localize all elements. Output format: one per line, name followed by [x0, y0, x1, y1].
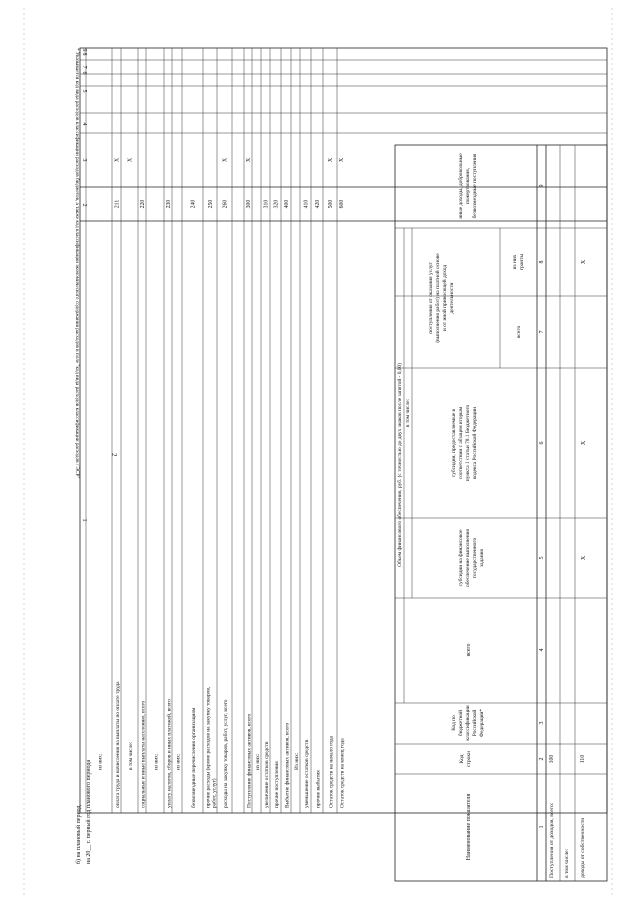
- t1-row-code: 250: [208, 199, 214, 209]
- t2-header-other: [457, 153, 478, 219]
- t2-row-name: доходы от собственности: [580, 817, 586, 878]
- t1-row-code: 320: [273, 199, 280, 209]
- t2-header-other-line: иные доходы, добровольные: [458, 153, 464, 219]
- t1-row-name: [128, 741, 134, 770]
- t2-header-paid-line: деятельности: [449, 282, 455, 314]
- t1-col-number: 1: [81, 518, 87, 522]
- t1-row-code: 220: [140, 199, 146, 209]
- t2-col-number: 6: [539, 441, 545, 445]
- t2-col-number: 1: [539, 825, 545, 829]
- t2-header-budget-code-line: Федерации*: [479, 708, 485, 738]
- t2-header-paid: [428, 253, 455, 343]
- t2-header-other-line: пожертвования,: [465, 167, 471, 205]
- t2-header-grants-line: гранты: [519, 253, 525, 271]
- t2-col-number: 4: [539, 648, 545, 652]
- t2-header-subsidy-other-line: кодекса Российской Федерации: [472, 406, 478, 480]
- t1-col-number: 5: [81, 89, 87, 93]
- t1-row-code: 500: [328, 199, 334, 209]
- page-number: 2: [110, 453, 118, 457]
- income-table: [395, 145, 607, 881]
- t2-header-subsidy-other-line: субсидии, предоставляемые в: [451, 408, 457, 478]
- t1-col-number: 9: [81, 48, 87, 52]
- t2-header-paid-total: всего: [516, 325, 522, 339]
- t1-row-name-line: уменьшение остатков средств: [304, 739, 310, 808]
- t2-col-number: 2: [539, 757, 545, 761]
- t2-header-paid-line: и от иной приносящей доход: [442, 264, 448, 332]
- t1-row-name-line: расходы на закупку товаров, работ, услуг, всего: [223, 699, 229, 808]
- t1-col-number: 8: [81, 52, 87, 56]
- t1-row-budget: X: [246, 157, 252, 163]
- t1-row-name-line: прочие поступления: [274, 761, 280, 808]
- footnote: * Указывается код вида расходов классификации расходов бюджетов, а также код классификации экономического содержания расходов в поле "код вида расходов классификации расходов / ЭСР": [74, 48, 80, 479]
- t2-header-code-line: строки: [466, 750, 472, 768]
- t2-col-number: 3: [539, 721, 545, 725]
- t2-header-paid-line: поступления от оказания услуг: [428, 262, 434, 334]
- t1-row-name: [315, 770, 322, 808]
- t2-col-number: 8: [539, 260, 545, 264]
- t2-header-budget-code: [451, 705, 485, 740]
- t1-row-name-line: прочие расходы (кроме расходов на закупку товаров,: [205, 686, 212, 808]
- t1-row-name: [166, 699, 173, 808]
- t1-row-name: [340, 738, 346, 808]
- t1-row-budget: X: [114, 157, 121, 163]
- t1-row-name-line: прочие выбытия: [315, 770, 322, 808]
- t1-row-code: 211: [114, 199, 121, 209]
- t2-header-grants: [512, 254, 525, 271]
- t1-col-number: 2: [81, 203, 87, 207]
- t1-row-name: [255, 753, 261, 770]
- t2-row-c8: X: [581, 259, 587, 265]
- t1-row-name-line: из них:: [153, 753, 160, 770]
- t1-row-code: 420: [315, 199, 321, 209]
- t1-row-name-line: из них:: [175, 753, 182, 770]
- t1-row-name: [264, 741, 270, 808]
- expenses-table: [80, 48, 607, 813]
- t1-row-name: [274, 761, 280, 808]
- t2-header-budget-code-line: классификации: [465, 705, 471, 741]
- t1-row-budget: X: [127, 157, 134, 163]
- t1-row-name-line: Поступление финансовых активов, всего: [246, 713, 253, 808]
- period-b: б) на плановый период: [76, 805, 82, 864]
- t1-row-code: 400: [284, 199, 290, 209]
- t1-row-name: [205, 686, 218, 808]
- t2-header-subsidy-state-line: субсидии на финансовое: [458, 529, 464, 587]
- t1-row-name: [284, 723, 291, 808]
- t1-row-name: [329, 735, 335, 808]
- t1-row-name-line: Остаток средств на конец года: [339, 738, 346, 808]
- t1-row-name: [176, 753, 182, 770]
- t1-row-name: [98, 753, 104, 770]
- t1-row-name-line: безвозмездные перечисления организациям: [191, 707, 197, 808]
- t1-row-code: 300: [246, 199, 252, 209]
- t1-col-number: 4: [81, 122, 87, 126]
- t1-row-name: [115, 681, 121, 808]
- t2-header-subsidy-other-line: пункта 1 статьи 78.1 Бюджетного: [465, 404, 471, 482]
- t2-header-budget-code-line: Код по: [451, 715, 457, 731]
- t1-row-code: 230: [166, 199, 172, 209]
- t1-row-code: 410: [303, 199, 310, 209]
- t1-row-name-line: Выбытие финансовых активов, всего: [284, 722, 291, 808]
- t1-row-name-line: оплата труда и начисления на выплаты по оплате труда: [115, 681, 121, 808]
- t2-header-subsidy-other: [450, 404, 478, 481]
- t1-col-number: 6: [81, 71, 87, 75]
- t2-header-subsidy-state: [457, 529, 485, 587]
- t1-row-budget: X: [339, 157, 345, 163]
- t2-row-c6: X: [581, 440, 587, 446]
- t2-header-grants-line: из них: [512, 254, 518, 270]
- t1-row-name-line: Остаток средств на начало года: [328, 735, 335, 808]
- t2-header-other-line: безвозмездные поступления: [472, 153, 478, 219]
- t2-row-c5: X: [581, 555, 587, 561]
- t1-row-name-line: из них:: [97, 753, 104, 770]
- t2-header-budget-code-line: бюджетной: [458, 709, 464, 737]
- t1-row-name-line: увеличение остатков средств: [264, 741, 270, 808]
- t1-row-name: [190, 707, 197, 808]
- t1-row-code: 310: [263, 199, 270, 209]
- t1-row-name: [141, 700, 147, 808]
- t1-row-code: 240: [190, 199, 197, 209]
- t2-header-volume: Объем финансового обеспечения, руб. (с точностью до двух знаков после запятой - 0,00): [397, 363, 403, 567]
- t1-row-name: [246, 714, 253, 808]
- t2-row-name: в том числе:: [564, 848, 570, 878]
- t2-header-subsidy-state-line: обеспечение выполнения: [465, 529, 471, 587]
- t1-row-name-line: уплату налогов, сборов и иных платежей, всего: [166, 699, 173, 808]
- t1-row-name-line: работ, услуг): [211, 778, 218, 808]
- t1-row-name-line: Из них:: [294, 752, 300, 770]
- t2-header-subsidy-other-line: соответствии с абзацем вторым: [458, 406, 464, 480]
- t1-row-name: [154, 753, 160, 770]
- t2-header-including: в том числе:: [405, 398, 411, 428]
- t1-row-name-line: социальные и иные выплаты населению, всего: [140, 700, 147, 808]
- t1-row-name: [222, 699, 229, 808]
- t2-header-subsidy-state-line: задания: [479, 549, 485, 567]
- t2-header-subsidy-state-line: государственного: [472, 537, 478, 579]
- t1-row-name-line: в том числе:: [128, 741, 134, 770]
- t2-row-code: 100: [549, 754, 555, 764]
- t1-row-budget: X: [222, 157, 229, 163]
- t2-row-name: Поступления от доходов, всего:: [549, 802, 555, 878]
- t1-row-name: [294, 752, 300, 770]
- t2-header-code: [459, 751, 472, 767]
- t2-col-number: 9: [539, 184, 545, 188]
- t2-header-total: всего: [466, 643, 472, 657]
- t1-row-name: [304, 739, 310, 808]
- t1-row-name-line: из них:: [255, 753, 261, 770]
- t2-row-code: 110: [580, 754, 586, 764]
- t1-row-code: 260: [222, 199, 229, 209]
- t1-col-number: 7: [81, 65, 87, 69]
- t1-row-budget: X: [328, 157, 334, 163]
- t2-header-indicator: Наименование показателя: [466, 793, 472, 861]
- t2-col-number: 5: [539, 556, 545, 560]
- t2-col-number: 7: [539, 330, 545, 334]
- t1-row-code: 600: [339, 199, 345, 209]
- t1-col-number: 3: [81, 158, 87, 162]
- period-year: на 20__ г. первый год планового периода: [86, 759, 92, 864]
- t2-header-code-line: Код: [459, 754, 465, 764]
- t2-header-paid-line: (выполнения работ) на платной основе: [435, 253, 441, 343]
- t2-header-budget-code-line: Российской: [472, 709, 478, 737]
